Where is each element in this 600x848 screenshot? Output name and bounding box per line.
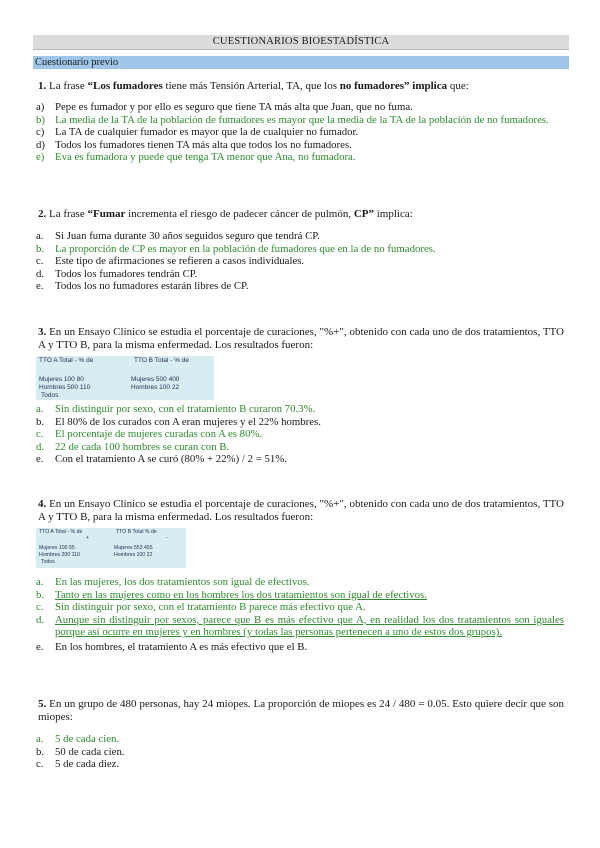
question-3 [36,326,564,352]
option-e[interactable] [36,453,564,466]
option-text: 5 de cada cien. [55,733,120,745]
option-text: Eva es fumadora y puede que tenga TA menor que Ana, no fumadora. [55,151,356,164]
stem-text: implica: [374,208,413,220]
option-b-correct[interactable] [36,114,564,127]
question-2-stem [36,208,564,221]
option-text: 5 de cada diez. [55,758,120,771]
option-c-correct[interactable] [36,601,564,614]
option-b-correct[interactable] [36,589,564,602]
table-header: TTO A Total - % de [39,529,83,535]
option-text: La proporción de CP es mayor en la población de fumadores que en la de no fumadores. [55,242,436,255]
question-3-stem [36,326,564,352]
option-letter: e. [36,640,44,653]
option-letter: b. [36,242,45,255]
stem-text: En un Ensayo Clínico se estudia el porcentaje de curaciones, "%+", obtenido con cada uno de dos tratamientos, TTO A y TTO B, para la misma enfermedad. Los resultados fueron: [38,326,565,351]
option-d-correct[interactable] [36,441,564,454]
question-3-options [36,403,564,466]
question-5-options [36,733,564,771]
stem-text: La frase [49,80,88,92]
document-title: CUESTIONARIOS BIOESTADÍSTICA [33,35,569,50]
option-c[interactable] [36,126,564,139]
question-number: 4. [38,498,47,510]
option-a[interactable] [36,230,564,243]
option-letter: c. [36,758,44,771]
option-letter: b. [36,745,45,758]
option-text: En los hombres, el tratamiento A es más efectivo que el B. [55,640,308,653]
option-letter: b) [36,113,45,126]
option-text: El porcentaje de mujeres curadas con A es 80%. [55,428,263,441]
option-c[interactable] [36,255,564,268]
table-cell: Mujeres 500 400 [131,376,180,383]
stem-bold: “Los fumadores [87,80,163,92]
stem-text: que: [447,80,469,92]
table-cell: Mujeres 100 80 [39,376,84,383]
option-a[interactable] [36,101,564,114]
option-text: Todos los fumadores tienen TA más alta que todos los no fumadores. [55,138,352,151]
option-letter: c. [36,601,44,614]
option-letter: e) [36,151,45,164]
option-text: Todos los no fumadores estarán libres de CP. [55,280,249,293]
option-b-correct[interactable] [36,243,564,256]
stem-text: incrementa el riesgo de padecer cáncer de pulmón, [125,208,354,220]
option-letter: a. [36,403,44,415]
option-letter: e. [36,453,44,466]
table-cell: Mujeres 553 455 [114,545,153,551]
option-letter: c. [36,255,44,268]
question-4-options [36,576,564,654]
option-letter: d. [36,613,45,626]
option-text: Tanto en las mujeres como en los hombres los dos tratamientos son igual de efectivos. [55,588,427,601]
option-letter: b. [36,588,45,601]
option-a-correct[interactable] [36,576,564,589]
question-number: 3. [38,326,47,338]
question-1 [36,80,564,164]
stem-text: En un Ensayo Clínico se estudia el porcentaje de curaciones, "%+", obtenido con cada uno de dos tratamientos, TTO A y TTO B, para la misma enfermedad. Los resultados fueron: [38,498,565,523]
stem-text: tiene más Tensión Arterial, TA, que los [162,80,340,92]
question-number: 5. [38,698,47,710]
table-header: + [86,535,90,541]
option-letter: d. [36,440,45,453]
option-a-correct[interactable] [36,403,564,416]
option-c[interactable] [36,758,564,771]
option-a-correct[interactable] [36,733,564,746]
question-5-stem [36,698,564,724]
table-header: TTO B Total - % de [134,357,190,364]
question-3-answers [36,403,564,466]
option-text: Todos los fumadores tendrán CP. [55,267,198,280]
question-4-answers [36,576,564,654]
stem-bold: no fumadores” implica [339,80,448,92]
option-text: Sin distinguir por sexo, con el tratamiento B curaron 70.3%. [55,403,316,415]
table-header: TTO B Total % de [116,529,157,535]
option-c-correct[interactable] [36,428,564,441]
option-letter: b. [36,415,45,428]
table-cell: Hombres 100 22 [131,384,180,391]
section-heading: Cuestionario previo [33,56,569,69]
option-text: Si Juan fuma durante 30 años seguidos seguro que tendrá CP. [55,230,320,242]
option-text: Aunque sin distinguir por sexos, parece que B es más efectivo que A, en realidad los dos tratamientos son iguales porque así ocurre en mujeres y en hombres (y todas las personas pertenecen a uno de estos dos grupos). [55,613,564,639]
table-cell: Todos [41,392,59,399]
option-letter: e. [36,280,44,293]
table-cell: Todos [41,559,55,565]
table-header: TTO A Total - % de [39,357,94,364]
question-2 [36,208,564,293]
table-cell: Hombres 500 110 [39,384,91,391]
option-text: Pepe es fumador y por ello es seguro que tiene TA más alta que Juan, que no fuma. [55,101,413,113]
option-letter: d) [36,138,45,151]
option-letter: c. [36,428,44,441]
option-text: Sin distinguir por sexo, con el tratamiento B parece más efectivo que A. [55,601,366,614]
results-table-2 [36,528,186,568]
option-text: Este tipo de afirmaciones se refieren a casos individuales. [55,255,305,268]
question-4-stem [36,498,564,524]
option-d-correct[interactable] [36,614,564,639]
question-1-stem [36,80,564,93]
option-d[interactable] [36,268,564,281]
option-letter: c) [36,126,45,139]
option-text: En las mujeres, los dos tratamientos son igual de efectivos. [55,576,310,588]
stem-text: En un grupo de 480 personas, hay 24 miopes. La proporción de miopes es 24 / 480 = 0.05. Esto quiere decir que son miopes: [38,698,565,723]
table-cell: Mujeres 100 55 [39,545,75,551]
option-letter: d. [36,267,45,280]
question-number: 1. [38,80,47,92]
stem-bold: “Fumar [87,208,126,220]
question-4 [36,498,564,524]
option-text: La media de la TA de la población de fumadores es mayor que la media de la TA de la población de no fumadores. [55,113,549,126]
option-text: Con el tratamiento A se curó (80% + 22%) / 2 = 51%. [55,453,287,466]
option-b[interactable] [36,416,564,429]
results-table-1 [36,356,214,400]
option-letter: a. [36,576,44,588]
question-number: 2. [38,208,47,220]
stem-text: La frase [49,208,88,220]
option-e[interactable] [36,641,564,654]
stem-bold: CP” [353,208,374,220]
option-letter: a. [36,733,44,745]
option-text: 50 de cada cien. [55,745,125,758]
question-2-options [36,230,564,293]
option-d[interactable] [36,139,564,152]
option-b[interactable] [36,746,564,759]
question-1-options [36,101,564,164]
table-header: - [166,535,168,541]
option-e-correct[interactable] [36,151,564,164]
question-5 [36,698,564,771]
table-cell: Hombres 200 110 [39,552,80,558]
table-cell: Hombres 100 22 [114,552,153,558]
option-text: El 80% de los curados con A eran mujeres y el 22% hombres. [55,415,321,428]
option-letter: a) [36,101,45,113]
option-text: 22 de cada 100 hombres se curan con B. [55,440,230,453]
option-e[interactable] [36,280,564,293]
option-text: La TA de cualquier fumador es mayor que la de cualquier no fumador. [55,126,359,139]
option-letter: a. [36,230,44,242]
